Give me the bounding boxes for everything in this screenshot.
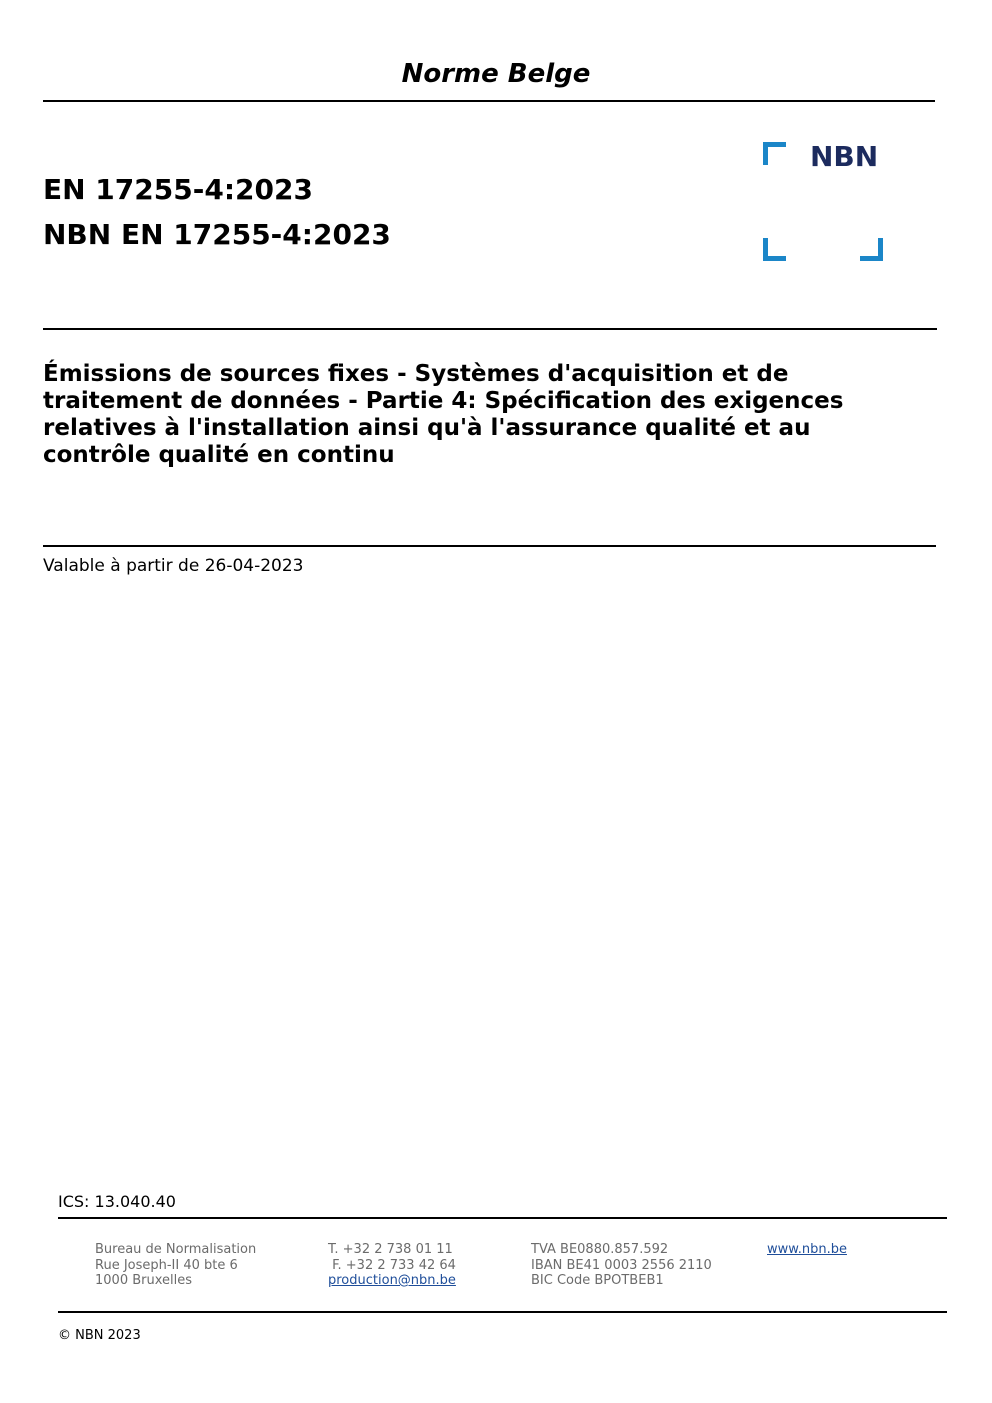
logo-bracket-bottom-right <box>860 238 881 259</box>
footer-address <box>95 1242 256 1289</box>
email-link[interactable]: production@nbn.be <box>328 1273 456 1288</box>
address-line: Bureau de Normalisation <box>95 1242 257 1257</box>
ics-code: ICS: 13.040.40 <box>58 1192 176 1211</box>
header-divider <box>43 100 935 102</box>
footer-website <box>767 1242 847 1258</box>
bic-code: BIC Code BPOTBEB1 <box>531 1273 664 1288</box>
nbn-logo <box>760 139 886 264</box>
footer-bank-info <box>531 1242 712 1289</box>
en-reference: EN 17255-4:2023 <box>43 173 313 206</box>
logo-bracket-bottom-left <box>766 238 787 259</box>
fax-number: F. +32 2 733 42 64 <box>328 1257 456 1273</box>
validity-date: Valable à partir de 26-04-2023 <box>43 556 304 576</box>
iban-number: IBAN BE41 0003 2556 2110 <box>531 1257 712 1273</box>
phone-number: T. +32 2 738 01 11 <box>328 1242 453 1257</box>
standard-title <box>43 361 923 469</box>
title-line: contrôle qualité en continu <box>43 442 395 468</box>
website-link[interactable]: www.nbn.be <box>767 1242 847 1257</box>
title-line: Émissions de sources fixes - Systèmes d'acquisition et de <box>43 361 789 387</box>
logo-bracket-top-left <box>766 145 787 166</box>
title-divider <box>43 545 936 547</box>
document-header-title: Norme Belge <box>401 59 591 89</box>
address-line: Rue Joseph-II 40 bte 6 <box>95 1257 238 1273</box>
copyright-notice: © NBN 2023 <box>58 1328 141 1343</box>
address-line: 1000 Bruxelles <box>95 1273 193 1288</box>
footer-top-divider <box>58 1217 947 1219</box>
title-line: traitement de données - Partie 4: Spécification des exigences <box>43 388 844 414</box>
vat-number: TVA BE0880.857.592 <box>531 1242 669 1257</box>
footer-bottom-divider <box>58 1311 947 1313</box>
title-line: relatives à l'installation ainsi qu'à l'assurance qualité et au <box>43 415 811 441</box>
footer-contact <box>328 1242 456 1289</box>
references-divider <box>43 328 937 330</box>
nbn-reference: NBN EN 17255-4:2023 <box>43 218 391 251</box>
logo-text: NBN <box>810 140 879 173</box>
